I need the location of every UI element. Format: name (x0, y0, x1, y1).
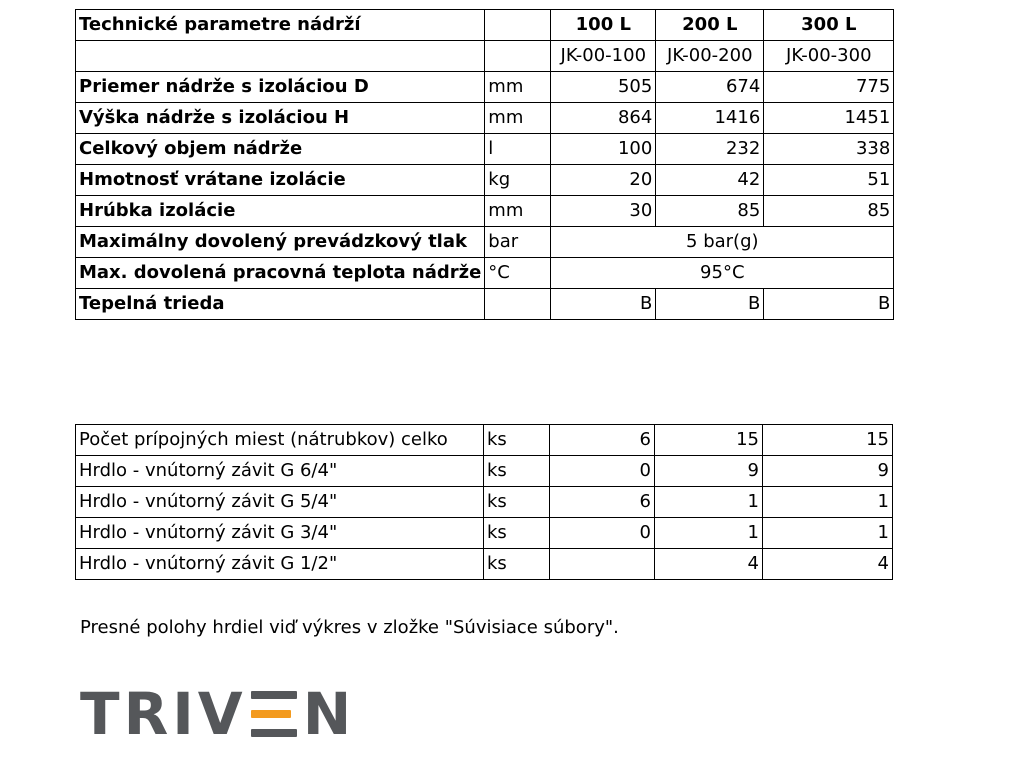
row-value: 85 (764, 196, 894, 227)
row-label: Priemer nádrže s izoláciou D (76, 72, 485, 103)
thermal-class-row (76, 289, 894, 320)
table-row (76, 518, 893, 549)
logo-text-right: N (302, 680, 356, 748)
empty-cell (485, 10, 551, 41)
drawing-note: Presné polohy hrdiel viď výkres v zložke "Súvisiace súbory". (80, 617, 619, 638)
empty-cell (485, 41, 551, 72)
row-value: 0 (550, 518, 655, 549)
row-unit: kg (485, 165, 551, 196)
row-label: Maximálny dovolený prevádzkový tlak (76, 227, 485, 258)
row-unit: mm (485, 196, 551, 227)
row-value (550, 549, 655, 580)
row-value: 20 (551, 165, 656, 196)
row-value: 30 (551, 196, 656, 227)
empty-cell (76, 41, 485, 72)
row-label: Tepelná trieda (76, 289, 485, 320)
merged-value: 95°C (551, 258, 894, 289)
row-unit: ks (484, 456, 550, 487)
row-unit: °C (485, 258, 551, 289)
row-value: 1416 (656, 103, 764, 134)
row-label: Hrdlo - vnútorný závit G 5/4" (76, 487, 484, 518)
table-row (76, 103, 894, 134)
row-unit: ks (484, 425, 550, 456)
row-label: Hrúbka izolácie (76, 196, 485, 227)
temperature-row (76, 258, 894, 289)
size-header: 100 L (551, 10, 656, 41)
row-value: 9 (763, 456, 893, 487)
row-label: Výška nádrže s izoláciou H (76, 103, 485, 134)
row-value: B (551, 289, 656, 320)
table-header-row (76, 10, 894, 41)
table-row (76, 165, 894, 196)
size-header: 200 L (656, 10, 764, 41)
row-value: 4 (655, 549, 763, 580)
row-label: Hrdlo - vnútorný závit G 3/4" (76, 518, 484, 549)
table-row (76, 456, 893, 487)
row-value: 1451 (764, 103, 894, 134)
row-value: 6 (550, 487, 655, 518)
row-value: 15 (655, 425, 763, 456)
row-value: 0 (550, 456, 655, 487)
row-value: 6 (550, 425, 655, 456)
pressure-row (76, 227, 894, 258)
row-value: 775 (764, 72, 894, 103)
table-title: Technické parametre nádrží (76, 10, 485, 41)
row-label: Max. dovolená pracovná teplota nádrže (76, 258, 485, 289)
row-value: 100 (551, 134, 656, 165)
connections-table (75, 424, 893, 580)
row-unit: mm (485, 103, 551, 134)
product-code: JK-00-100 (551, 41, 656, 72)
row-value: 232 (656, 134, 764, 165)
row-value: B (764, 289, 894, 320)
triven-logo (80, 680, 356, 748)
row-value: B (656, 289, 764, 320)
row-unit: bar (485, 227, 551, 258)
row-unit: mm (485, 72, 551, 103)
row-value: 1 (655, 487, 763, 518)
row-label: Hrdlo - vnútorný závit G 6/4" (76, 456, 484, 487)
table-row (76, 72, 894, 103)
row-unit: ks (484, 518, 550, 549)
row-value: 15 (763, 425, 893, 456)
row-value: 4 (763, 549, 893, 580)
row-value: 42 (656, 165, 764, 196)
row-unit: l (485, 134, 551, 165)
row-unit: ks (484, 549, 550, 580)
table-row (76, 487, 893, 518)
row-unit (485, 289, 551, 320)
size-header: 300 L (764, 10, 894, 41)
row-value: 51 (764, 165, 894, 196)
product-code: JK-00-200 (656, 41, 764, 72)
row-value: 1 (763, 518, 893, 549)
row-label: Hmotnosť vrátane izolácie (76, 165, 485, 196)
row-label: Hrdlo - vnútorný závit G 1/2" (76, 549, 484, 580)
row-value: 338 (764, 134, 894, 165)
product-code: JK-00-300 (764, 41, 894, 72)
logo-text-left: TRIV (80, 680, 247, 748)
row-value: 1 (655, 518, 763, 549)
table-row (76, 549, 893, 580)
table-row (76, 196, 894, 227)
row-value: 505 (551, 72, 656, 103)
row-label: Počet prípojných miest (nátrubkov) celko (76, 425, 484, 456)
row-label: Celkový objem nádrže (76, 134, 485, 165)
row-value: 674 (656, 72, 764, 103)
table-row (76, 134, 894, 165)
row-value: 9 (655, 456, 763, 487)
row-value: 864 (551, 103, 656, 134)
merged-value: 5 bar(g) (551, 227, 894, 258)
row-unit: ks (484, 487, 550, 518)
row-value: 85 (656, 196, 764, 227)
table-row (76, 425, 893, 456)
product-code-row (76, 41, 894, 72)
row-value: 1 (763, 487, 893, 518)
logo-e-icon (251, 691, 297, 737)
tank-parameters-table (75, 9, 894, 320)
